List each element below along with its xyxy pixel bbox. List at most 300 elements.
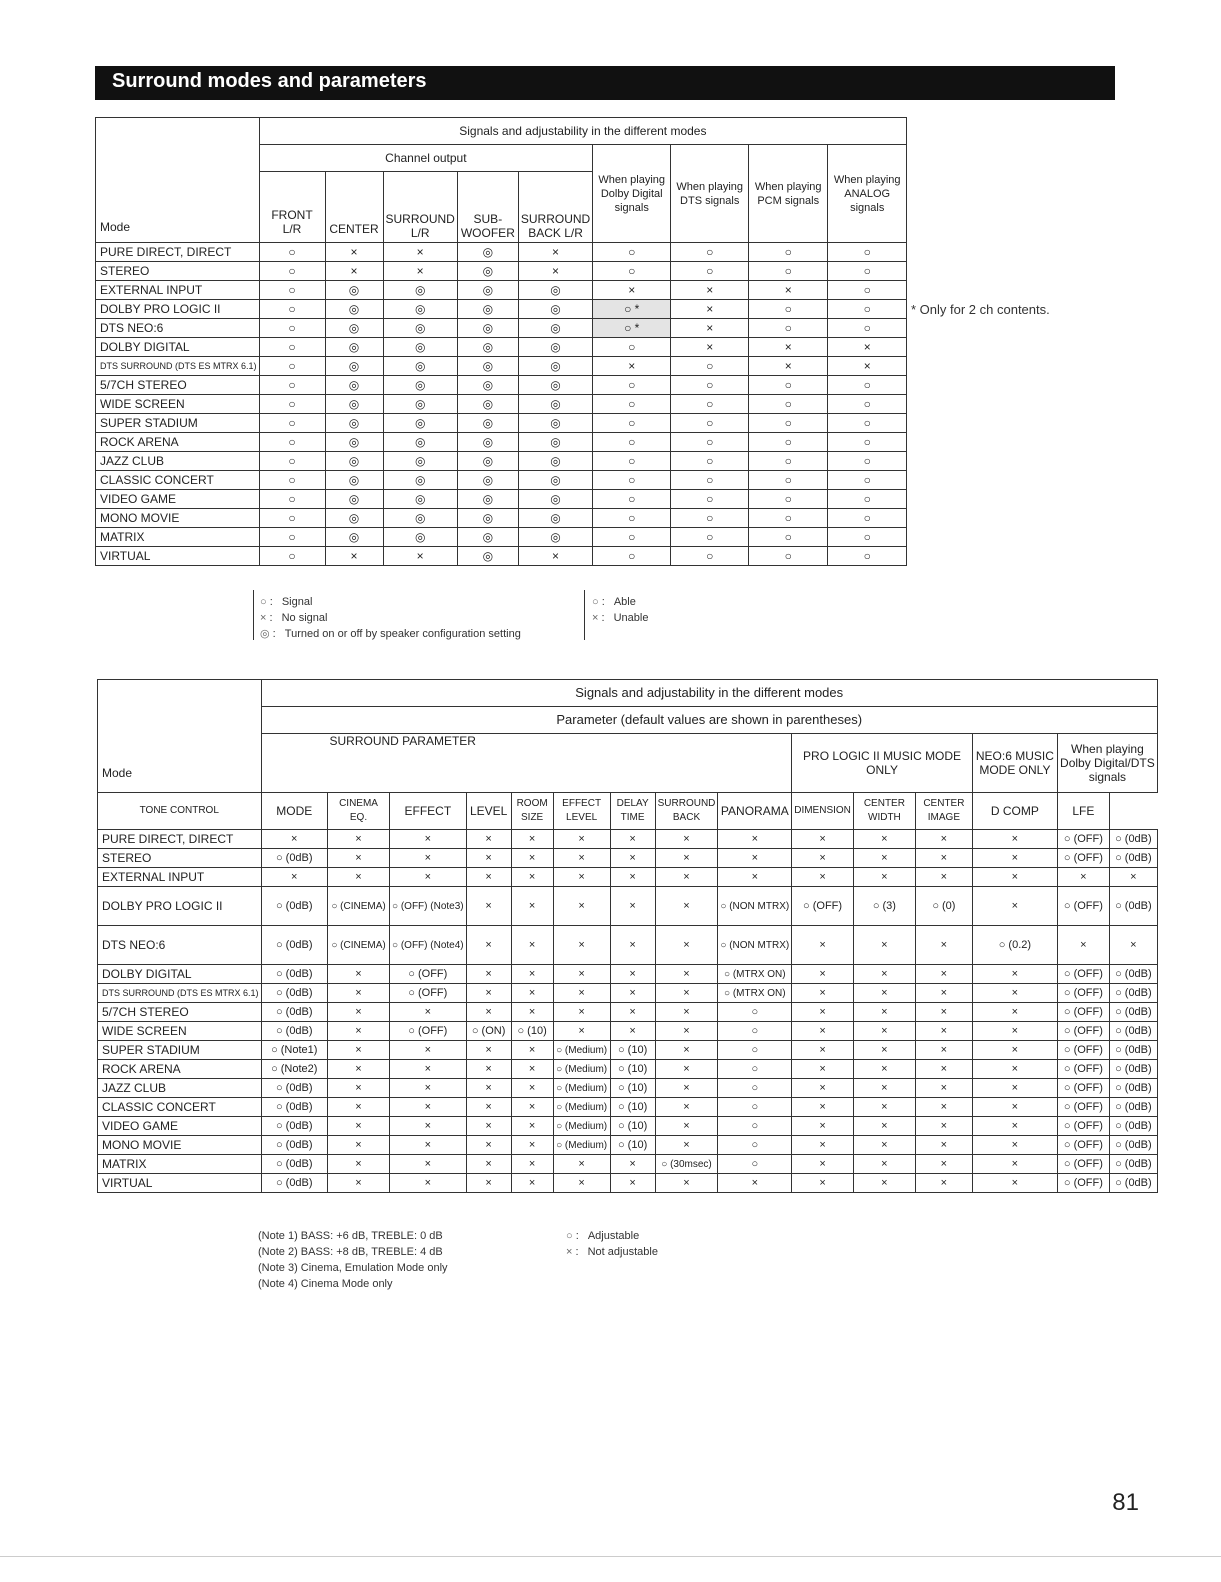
table-row xyxy=(96,357,907,376)
table-cell: ○ (0dB) xyxy=(1109,1136,1157,1155)
table-cell: × xyxy=(553,965,610,984)
table-cell: ○ (CINEMA) xyxy=(328,926,390,965)
table-cell: × xyxy=(511,1079,553,1098)
table-row xyxy=(98,984,1158,1003)
table-cell: ○ xyxy=(671,471,749,490)
mode-cell: SUPER STADIUM xyxy=(96,414,260,433)
table-cell: ◎ xyxy=(457,547,518,566)
table-cell: ○ (0dB) xyxy=(1109,1041,1157,1060)
table-cell: × xyxy=(749,281,828,300)
table-cell: × xyxy=(390,1060,467,1079)
mode-cell: PURE DIRECT, DIRECT xyxy=(96,243,260,262)
table-cell: × xyxy=(390,849,467,868)
table-cell: × xyxy=(511,1136,553,1155)
table-cell: × xyxy=(511,830,553,849)
table-cell: × xyxy=(792,926,854,965)
table-cell: × xyxy=(511,926,553,965)
table-row xyxy=(98,1041,1158,1060)
table-cell: ○ (0dB) xyxy=(261,1136,328,1155)
table-cell: × xyxy=(511,1174,553,1193)
param-header: Parameter (default values are shown in parentheses) xyxy=(261,707,1157,734)
table-cell: × xyxy=(328,1098,390,1117)
mode-cell: DTS SURROUND (DTS ES MTRX 6.1) xyxy=(98,984,262,1003)
column-header: DELAY TIME xyxy=(610,793,655,830)
table-cell: × xyxy=(518,243,592,262)
table-cell: × xyxy=(610,1155,655,1174)
table-cell: ○ (NON MTRX) xyxy=(718,887,792,926)
table-cell: × xyxy=(328,1136,390,1155)
table-cell: × xyxy=(466,965,511,984)
table-cell: × xyxy=(655,1079,718,1098)
table-cell: ○ xyxy=(259,452,325,471)
mode-cell: CLASSIC CONCERT xyxy=(98,1098,262,1117)
table-cell: ○ xyxy=(718,1136,792,1155)
table-row xyxy=(96,509,907,528)
table-cell: ○ xyxy=(593,338,671,357)
table-cell: × xyxy=(553,926,610,965)
notes-block xyxy=(258,1228,448,1292)
table-cell: ○ (OFF) xyxy=(1057,1022,1109,1041)
table-cell: × xyxy=(511,849,553,868)
table-cell: ○ xyxy=(828,471,907,490)
table-cell: ○ xyxy=(749,547,828,566)
table-cell: ◎ xyxy=(457,376,518,395)
table-cell: ○ xyxy=(259,281,325,300)
mode-cell: ROCK ARENA xyxy=(96,433,260,452)
table-cell: ○ xyxy=(718,1079,792,1098)
mode-cell: DTS NEO:6 xyxy=(96,319,260,338)
mode-cell: JAZZ CLUB xyxy=(98,1079,262,1098)
table-cell: ○ xyxy=(593,452,671,471)
column-header: DIMENSION xyxy=(792,793,854,830)
table-cell: ○ xyxy=(671,414,749,433)
table-cell: ◎ xyxy=(325,528,383,547)
table-cell: ○ xyxy=(749,319,828,338)
table-cell: × xyxy=(792,1155,854,1174)
table-cell: ○ xyxy=(671,395,749,414)
table-cell: ◎ xyxy=(383,338,457,357)
table-cell: ○ * xyxy=(593,319,671,338)
pro-logic-header: PRO LOGIC II MUSIC MODE ONLY xyxy=(792,734,973,793)
t1-group-header: Signals and adjustability in the different modes xyxy=(259,118,907,145)
table-cell: ◎ xyxy=(457,528,518,547)
table-row xyxy=(98,1117,1158,1136)
col-center: CENTER xyxy=(325,172,383,243)
table-cell: ○ xyxy=(718,1155,792,1174)
mode-cell: DTS SURROUND (DTS ES MTRX 6.1) xyxy=(96,357,260,376)
table-cell: ○ (Medium) xyxy=(553,1041,610,1060)
mode-cell: PURE DIRECT, DIRECT xyxy=(98,830,262,849)
table-cell: × xyxy=(972,849,1057,868)
table-cell: ◎ xyxy=(457,357,518,376)
table-cell: ○ xyxy=(259,509,325,528)
table-cell: × xyxy=(553,887,610,926)
mode-cell: STEREO xyxy=(98,849,262,868)
table-cell: × xyxy=(915,1155,972,1174)
table-cell: ○ xyxy=(749,471,828,490)
table-cell: × xyxy=(655,868,718,887)
table-cell: × xyxy=(553,1003,610,1022)
table-cell: × xyxy=(390,1041,467,1060)
table-cell: ○ xyxy=(828,376,907,395)
table-row xyxy=(96,300,907,319)
table-cell: ○ (OFF) xyxy=(390,984,467,1003)
table-cell: ◎ xyxy=(457,395,518,414)
table-cell: ○ (OFF) xyxy=(792,887,854,926)
table-cell: × xyxy=(383,547,457,566)
table-cell: × xyxy=(792,1117,854,1136)
table-cell: ◎ xyxy=(325,452,383,471)
table-cell: ○ (0dB) xyxy=(261,1022,328,1041)
table-cell: ○ (0dB) xyxy=(1109,965,1157,984)
table-cell: × xyxy=(610,849,655,868)
column-header: TONE CONTROL xyxy=(98,793,262,830)
table-cell: ◎ xyxy=(325,471,383,490)
table-cell: × xyxy=(390,830,467,849)
table-cell: × xyxy=(328,830,390,849)
mode-cell: VIDEO GAME xyxy=(96,490,260,509)
table-cell: × xyxy=(390,1136,467,1155)
table-cell: ◎ xyxy=(383,319,457,338)
table-cell: × xyxy=(853,830,915,849)
mode-cell: JAZZ CLUB xyxy=(96,452,260,471)
table-cell: × xyxy=(553,984,610,1003)
table-cell: × xyxy=(792,984,854,1003)
table-cell: ○ xyxy=(671,433,749,452)
mode-cell: VIRTUAL xyxy=(96,547,260,566)
table-cell: ○ (OFF) xyxy=(1057,1117,1109,1136)
table-cell: ◎ xyxy=(457,414,518,433)
table-cell: ○ xyxy=(593,243,671,262)
column-header: SURROUND BACK xyxy=(655,793,718,830)
table-cell: ○ xyxy=(828,300,907,319)
table-cell: ◎ xyxy=(518,338,592,357)
table-cell: × xyxy=(915,849,972,868)
table-cell: × xyxy=(328,1174,390,1193)
table-cell: × xyxy=(792,1060,854,1079)
table-cell: ○ (10) xyxy=(610,1098,655,1117)
table-cell: × xyxy=(511,868,553,887)
table-cell: ○ xyxy=(828,243,907,262)
table-cell: × xyxy=(610,830,655,849)
table-row xyxy=(96,433,907,452)
table-cell: ○ (NON MTRX) xyxy=(718,926,792,965)
table-cell: ○ xyxy=(718,1117,792,1136)
table-row xyxy=(98,868,1158,887)
table-cell: × xyxy=(915,830,972,849)
table-cell: ◎ xyxy=(457,319,518,338)
table-cell: ◎ xyxy=(457,490,518,509)
table-cell: ◎ xyxy=(457,281,518,300)
table-row xyxy=(98,830,1158,849)
table-cell: × xyxy=(553,830,610,849)
table-row xyxy=(98,1060,1158,1079)
t2-legend xyxy=(566,1228,658,1260)
mode-cell: ROCK ARENA xyxy=(98,1060,262,1079)
table-cell: × xyxy=(915,1136,972,1155)
table-cell: ○ xyxy=(828,528,907,547)
table-cell: ○ (0dB) xyxy=(261,887,328,926)
col-front: FRONT L/R xyxy=(259,172,325,243)
legend-left xyxy=(260,594,521,642)
table-cell: ○ xyxy=(671,262,749,281)
table-cell: × xyxy=(610,1003,655,1022)
table-cell: × xyxy=(828,338,907,357)
table-cell: × xyxy=(328,1079,390,1098)
table-cell: ○ (Medium) xyxy=(553,1079,610,1098)
table-cell: × xyxy=(915,868,972,887)
table-cell: × xyxy=(325,547,383,566)
table-cell: ○ (OFF) xyxy=(1057,1041,1109,1060)
table-row xyxy=(96,452,907,471)
mode-cell: WIDE SCREEN xyxy=(96,395,260,414)
table-cell: × xyxy=(853,1098,915,1117)
table-cell: ◎ xyxy=(325,281,383,300)
table-cell: ◎ xyxy=(325,509,383,528)
table-cell: × xyxy=(325,262,383,281)
table-cell: × xyxy=(610,984,655,1003)
table-cell: × xyxy=(671,300,749,319)
table-cell: ○ (0dB) xyxy=(1109,849,1157,868)
table-cell: ○ xyxy=(671,376,749,395)
table-cell: × xyxy=(328,1060,390,1079)
table-cell: ◎ xyxy=(383,357,457,376)
table-cell: × xyxy=(749,357,828,376)
table-cell: ○ (0dB) xyxy=(261,849,328,868)
table-cell: × xyxy=(610,1174,655,1193)
table-cell: × xyxy=(972,887,1057,926)
table-cell: × xyxy=(792,1022,854,1041)
legend-item: × : Not adjustable xyxy=(566,1246,658,1258)
table-cell: × xyxy=(972,1060,1057,1079)
table-cell: ○ xyxy=(593,414,671,433)
table-cell: × xyxy=(655,965,718,984)
table-cell: × xyxy=(792,849,854,868)
table-cell: ○ xyxy=(593,528,671,547)
table-cell: ○ (0.2) xyxy=(972,926,1057,965)
table-cell: × xyxy=(853,1174,915,1193)
table-cell: ○ (OFF) (Note3) xyxy=(390,887,467,926)
table-cell: × xyxy=(915,926,972,965)
table-cell: × xyxy=(1109,868,1157,887)
table-cell: ○ xyxy=(259,319,325,338)
table-row xyxy=(96,243,907,262)
table-cell: ○ xyxy=(671,243,749,262)
table-cell: × xyxy=(972,984,1057,1003)
table-cell: × xyxy=(972,1117,1057,1136)
table-cell: × xyxy=(853,1003,915,1022)
table-cell: ◎ xyxy=(518,414,592,433)
table-cell: ○ xyxy=(828,262,907,281)
table-cell: ○ (OFF) xyxy=(1057,1136,1109,1155)
table-cell: × xyxy=(972,1022,1057,1041)
table-cell: × xyxy=(972,1079,1057,1098)
table-cell: × xyxy=(511,984,553,1003)
table-cell: × xyxy=(466,1117,511,1136)
table-cell: ○ (MTRX ON) xyxy=(718,965,792,984)
table-cell: ○ xyxy=(593,395,671,414)
table-row xyxy=(98,887,1158,926)
t2-group-header: Signals and adjustability in the different modes xyxy=(261,680,1157,707)
table-cell: × xyxy=(328,1117,390,1136)
table-cell: ○ xyxy=(259,490,325,509)
mode-cell: SUPER STADIUM xyxy=(98,1041,262,1060)
table-cell: ○ (0dB) xyxy=(1109,1060,1157,1079)
table-cell: × xyxy=(511,1041,553,1060)
table-cell: × xyxy=(655,1174,718,1193)
table-row xyxy=(96,262,907,281)
table-cell: ◎ xyxy=(518,452,592,471)
mode-cell: MONO MOVIE xyxy=(98,1136,262,1155)
mode-cell: DOLBY PRO LOGIC II xyxy=(98,887,262,926)
table-row xyxy=(98,1079,1158,1098)
table-cell: ○ (0dB) xyxy=(1109,1079,1157,1098)
table-cell: × xyxy=(466,868,511,887)
table-cell: × xyxy=(328,1003,390,1022)
mode-cell: DOLBY DIGITAL xyxy=(96,338,260,357)
column-header: EFFECT LEVEL xyxy=(553,793,610,830)
table-cell: ◎ xyxy=(325,433,383,452)
table-cell: × xyxy=(1109,926,1157,965)
table-cell: ◎ xyxy=(325,357,383,376)
table-cell: ○ xyxy=(749,452,828,471)
table-cell: × xyxy=(853,1041,915,1060)
table-cell: × xyxy=(466,1136,511,1155)
table-cell: ○ (OFF) xyxy=(1057,1155,1109,1174)
table-cell: × xyxy=(511,1117,553,1136)
table-cell: ○ (OFF) xyxy=(1057,1098,1109,1117)
table-cell: × xyxy=(749,338,828,357)
table-cell: ○ (OFF) xyxy=(1057,1174,1109,1193)
table-cell: ○ (OFF) xyxy=(1057,1060,1109,1079)
signal-header-analog: When playing ANALOG signals xyxy=(828,145,907,243)
mode-cell: MONO MOVIE xyxy=(96,509,260,528)
table-cell: ○ xyxy=(593,376,671,395)
table-cell: ○ xyxy=(749,490,828,509)
table-cell: ○ (0dB) xyxy=(1109,1003,1157,1022)
table-cell: × xyxy=(915,984,972,1003)
table-cell: × xyxy=(390,1174,467,1193)
table-cell: ◎ xyxy=(457,433,518,452)
table-cell: ◎ xyxy=(325,395,383,414)
table-cell: ○ xyxy=(259,243,325,262)
table-cell: × xyxy=(328,965,390,984)
table-cell: ○ xyxy=(718,1041,792,1060)
table-row xyxy=(96,547,907,566)
table-cell: ◎ xyxy=(383,376,457,395)
table-cell: × xyxy=(466,830,511,849)
table-cell: ○ xyxy=(259,547,325,566)
table-cell: ○ (0dB) xyxy=(1109,1098,1157,1117)
table-cell: × xyxy=(853,1136,915,1155)
table-cell: ○ xyxy=(593,471,671,490)
legend-right xyxy=(592,594,648,626)
mode-cell: DTS NEO:6 xyxy=(98,926,262,965)
column-header: CENTER IMAGE xyxy=(915,793,972,830)
table-cell: × xyxy=(553,1022,610,1041)
table-cell: × xyxy=(466,984,511,1003)
table-cell: ○ xyxy=(259,395,325,414)
neo6-header: NEO:6 MUSIC MODE ONLY xyxy=(972,734,1057,793)
column-header: LEVEL xyxy=(466,793,511,830)
table-cell: ◎ xyxy=(383,395,457,414)
column-header: ROOM SIZE xyxy=(511,793,553,830)
mode-cell: 5/7CH STEREO xyxy=(98,1003,262,1022)
table-cell: × xyxy=(853,1079,915,1098)
table-cell: × xyxy=(511,1003,553,1022)
table-cell: ◎ xyxy=(383,471,457,490)
table-cell: × xyxy=(915,1022,972,1041)
table-cell: × xyxy=(261,868,328,887)
table-row xyxy=(96,471,907,490)
table-cell: × xyxy=(655,1022,718,1041)
mode-cell: MATRIX xyxy=(98,1155,262,1174)
signal-header-pcm: When playing PCM signals xyxy=(749,145,828,243)
table-cell: × xyxy=(655,1060,718,1079)
footnote-2ch: * Only for 2 ch contents. xyxy=(911,302,1050,317)
legend-item: ◎ : Turned on or off by speaker configuration setting xyxy=(260,628,521,640)
table-row xyxy=(96,528,907,547)
table-cell: × xyxy=(915,1079,972,1098)
table-row xyxy=(96,338,907,357)
table-cell: × xyxy=(972,1174,1057,1193)
table-cell: × xyxy=(328,1155,390,1174)
table-cell: ○ (0dB) xyxy=(261,1117,328,1136)
table-cell: ○ xyxy=(593,547,671,566)
legend-item: × : No signal xyxy=(260,612,328,624)
table-cell: ○ xyxy=(593,262,671,281)
note-3: (Note 3) Cinema, Emulation Mode only xyxy=(258,1262,448,1274)
table-cell: × xyxy=(390,1117,467,1136)
table-cell: ○ xyxy=(718,1022,792,1041)
table-cell: ◎ xyxy=(518,433,592,452)
table-cell: ○ xyxy=(671,490,749,509)
table-cell: ○ (10) xyxy=(610,1079,655,1098)
table-cell: × xyxy=(593,281,671,300)
table-cell: ○ (Medium) xyxy=(553,1060,610,1079)
surround-parameter-table xyxy=(97,679,1158,1193)
column-header: CINEMA EQ. xyxy=(328,793,390,830)
table-cell: × xyxy=(390,1003,467,1022)
table-cell: × xyxy=(610,926,655,965)
table-cell: ◎ xyxy=(383,528,457,547)
table-cell: × xyxy=(328,868,390,887)
table-cell: ○ (0dB) xyxy=(1109,887,1157,926)
table-cell: × xyxy=(553,1174,610,1193)
table-cell: × xyxy=(915,1117,972,1136)
table-cell: ○ (OFF) xyxy=(1057,1079,1109,1098)
table-cell: × xyxy=(466,926,511,965)
table-cell: ○ xyxy=(593,490,671,509)
mode-cell: CLASSIC CONCERT xyxy=(96,471,260,490)
table-cell: ◎ xyxy=(518,281,592,300)
table-cell: × xyxy=(792,830,854,849)
table-cell: × xyxy=(655,849,718,868)
table-cell: ○ (30msec) xyxy=(655,1155,718,1174)
table-cell: × xyxy=(518,547,592,566)
table-cell: ◎ xyxy=(457,338,518,357)
surround-param-label: SURROUND PARAMETER xyxy=(328,734,792,757)
table-cell: × xyxy=(466,849,511,868)
table-cell: ◎ xyxy=(325,319,383,338)
table-cell: ◎ xyxy=(383,490,457,509)
legend-item: ○ : Signal xyxy=(260,596,313,608)
table-row xyxy=(98,1174,1158,1193)
table-cell: ○ xyxy=(749,300,828,319)
table-cell: ○ (OFF) xyxy=(390,1022,467,1041)
table-cell: × xyxy=(853,1022,915,1041)
table-cell: ○ xyxy=(828,319,907,338)
